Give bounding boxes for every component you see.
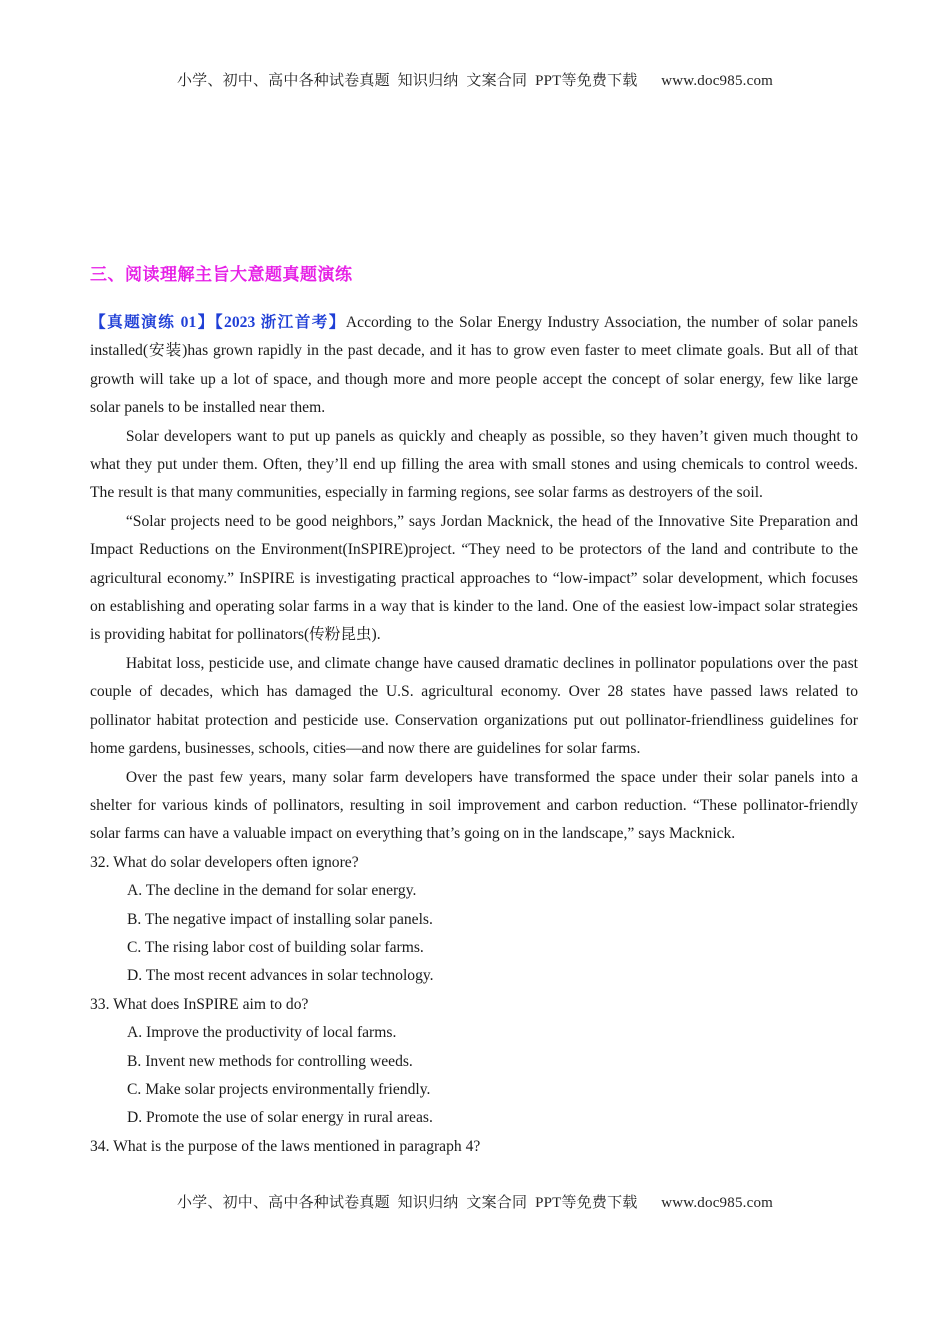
option-b: B. The negative impact of installing solar panels. <box>127 910 433 928</box>
page-header: 小学、初中、高中各种试卷真题 知识归纳 文案合同 PPT等免费下载 www.doc985.com <box>176 73 774 89</box>
source-tag: 【2023 浙江首考】 <box>214 314 346 331</box>
question-stem: 32. What do solar developers often ignore? <box>90 853 359 871</box>
passage-paragraph-1: 【真题演练 01】【2023 浙江首考】According to the Solar Energy Industry Association, the number of solar panels installed(安装)has grown rapidly in the past decade, and it has to grow even faster to meet climate goals. But all of that growth will take up a lot of space, and though more and more people accept the concept of solar energy, few like large solar panels to be installed near them. <box>90 314 858 417</box>
passage-paragraph-3: “Solar projects need to be good neighbors,” says Jordan Macknick, the head of the Innovative Site Preparation and Impact Reductions on the Environment(InSPIRE)project. “They need to be protectors of the land and contribute to the agricultural economy.” InSPIRE is investigating practical approaches to “low-impact” solar development, which focuses on establishing and operating solar farms in a way that is kinder to the land. One of the easiest low-impact solar strategies is providing habitat for pollinators(传粉昆虫). <box>90 512 858 644</box>
passage-paragraph-4: Habitat loss, pesticide use, and climate change have caused dramatic declines in pollinator populations over the past couple of decades, which has damaged the U.S. agricultural economy. Over 28 states have passed laws related to pollinator habitat protection and pesticide use. Conservation organizations put out pollinator-friendliness guidelines for home gardens, businesses, schools, cities—and now there are guidelines for solar farms. <box>90 654 858 758</box>
option-a: A. The decline in the demand for solar energy. <box>127 882 417 900</box>
passage-paragraph-5: Over the past few years, many solar farm developers have transformed the space under their solar panels into a shelter for various kinds of pollinators, resulting in soil improvement and carbon reduction. “These pollinator-friendly solar farms can have a valuable impact on everything that’s going on in the landscape,” says Macknick. <box>90 768 858 843</box>
section-title: 三、阅读理解主旨大意题真题演练 <box>90 265 353 285</box>
exercise-tag: 【真题演练 01】 <box>90 314 215 331</box>
option-b: B. Invent new methods for controlling weeds. <box>127 1052 413 1070</box>
question-32 <box>90 849 858 991</box>
option-c: C. Make solar projects environmentally friendly. <box>127 1080 431 1098</box>
option-d: D. Promote the use of solar energy in rural areas. <box>127 1109 433 1127</box>
option-a: A. Improve the productivity of local farms. <box>127 1024 397 1042</box>
option-c: C. The rising labor cost of building solar farms. <box>127 938 424 956</box>
question-stem: 33. What does InSPIRE aim to do? <box>90 995 309 1013</box>
reading-content <box>90 309 858 1161</box>
question-34 <box>90 1133 858 1161</box>
passage-paragraph-2: Solar developers want to put up panels as quickly and cheaply as possible, so they haven’t given much thought to what they put under them. Often, they’ll end up filling the area with small stones and using chemicals to control weeds. The result is that many communities, especially in farming regions, see solar farms as destroyers of the soil. <box>90 427 858 502</box>
page-footer: 小学、初中、高中各种试卷真题 知识归纳 文案合同 PPT等免费下载 www.doc985.com <box>176 1195 774 1211</box>
question-stem: 34. What is the purpose of the laws mentioned in paragraph 4? <box>90 1137 481 1155</box>
option-d: D. The most recent advances in solar technology. <box>127 967 434 985</box>
question-33 <box>90 991 858 1133</box>
